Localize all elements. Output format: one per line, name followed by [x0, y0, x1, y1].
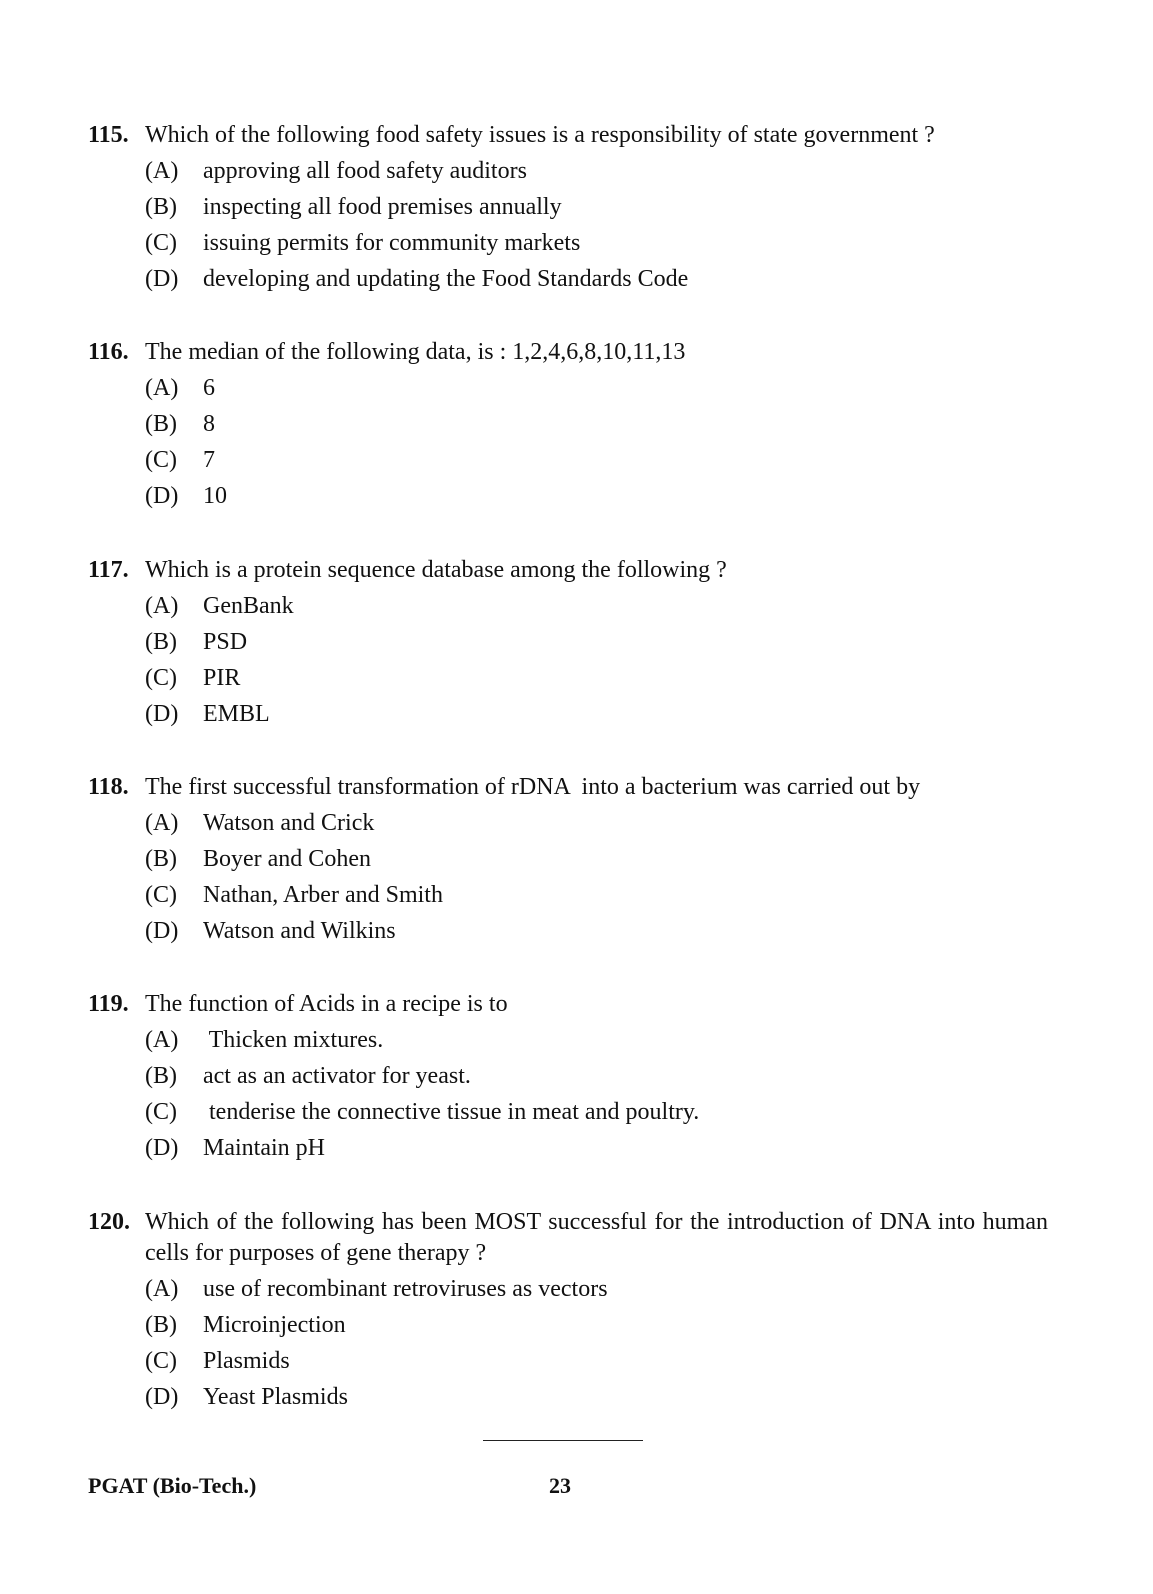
question-text: The function of Acids in a recipe is to	[145, 991, 508, 1017]
option-label: (C)	[145, 665, 177, 691]
option-text: EMBL	[203, 701, 270, 727]
option-text: inspecting all food premises annually	[203, 194, 562, 220]
option-label: (D)	[145, 266, 179, 292]
question-115	[88, 120, 1048, 300]
option-c	[145, 1097, 1048, 1133]
option-label: (C)	[145, 1348, 177, 1374]
question-text: The first successful transformation of rDNA into a bacterium was carried out by	[145, 774, 921, 800]
question-number: 117.	[88, 557, 129, 583]
option-d	[145, 1382, 1048, 1418]
option-a	[145, 808, 1048, 844]
option-d	[145, 481, 1048, 517]
option-d	[145, 1133, 1048, 1169]
option-label: (A)	[145, 375, 179, 401]
page-number: 23	[549, 1473, 571, 1498]
paper-code: PGAT (Bio-Tech.)	[88, 1473, 257, 1498]
option-label: (B)	[145, 629, 177, 655]
question-number: 119.	[88, 991, 129, 1017]
option-b	[145, 1061, 1048, 1097]
option-text: 7	[203, 447, 215, 473]
option-text: 8	[203, 411, 215, 437]
option-text: Nathan, Arber and Smith	[203, 882, 443, 908]
option-a	[145, 373, 1048, 409]
option-text: issuing permits for community markets	[203, 230, 581, 256]
question-118	[88, 772, 1048, 952]
question-text: Which is a protein sequence database among the following ?	[145, 557, 727, 583]
option-label: (C)	[145, 447, 177, 473]
option-list	[88, 591, 1048, 735]
option-text: developing and updating the Food Standards Code	[203, 266, 689, 292]
option-text: 10	[203, 483, 227, 509]
question-number: 116.	[88, 339, 129, 365]
option-label: (B)	[145, 1312, 177, 1338]
option-text: Boyer and Cohen	[203, 846, 371, 872]
option-a	[145, 1025, 1048, 1061]
option-a	[145, 156, 1048, 192]
option-label: (A)	[145, 158, 179, 184]
option-text: Microinjection	[203, 1312, 346, 1338]
option-text: GenBank	[203, 593, 294, 619]
question-120	[88, 1207, 1048, 1418]
option-list	[88, 1025, 1048, 1169]
option-c	[145, 1346, 1048, 1382]
option-label: (D)	[145, 483, 179, 509]
option-text: Maintain pH	[203, 1135, 325, 1161]
question-119	[88, 989, 1048, 1169]
option-list	[88, 373, 1048, 517]
option-label: (B)	[145, 411, 177, 437]
option-label: (A)	[145, 1276, 179, 1302]
option-label: (D)	[145, 701, 179, 727]
option-text: Thicken mixtures.	[203, 1027, 384, 1053]
option-d	[145, 264, 1048, 300]
option-label: (B)	[145, 1063, 177, 1089]
option-text: Watson and Wilkins	[203, 918, 396, 944]
option-b	[145, 192, 1048, 228]
option-text: PIR	[203, 665, 241, 691]
question-text: The median of the following data, is : 1,2,4,6,8,10,11,13	[145, 339, 686, 365]
option-text: approving all food safety auditors	[203, 158, 527, 184]
option-d	[145, 916, 1048, 952]
option-list	[88, 1274, 1048, 1418]
option-c	[145, 663, 1048, 699]
option-c	[145, 228, 1048, 264]
question-text: Which of the following has been MOST successful for the introduction of DNA into human cells for purposes of gene therapy ?	[145, 1209, 1048, 1266]
option-label: (C)	[145, 882, 177, 908]
option-label: (C)	[145, 230, 177, 256]
question-number: 115.	[88, 122, 129, 148]
option-label: (D)	[145, 1384, 179, 1410]
option-c	[145, 880, 1048, 916]
question-text: Which of the following food safety issues is a responsibility of state government ?	[145, 122, 935, 148]
option-text: Yeast Plasmids	[203, 1384, 348, 1410]
option-label: (A)	[145, 1027, 179, 1053]
option-list	[88, 156, 1048, 300]
option-label: (A)	[145, 593, 179, 619]
option-label: (D)	[145, 918, 179, 944]
option-c	[145, 445, 1048, 481]
question-number: 118.	[88, 774, 129, 800]
end-divider	[483, 1440, 643, 1441]
question-116	[88, 337, 1048, 517]
option-text: tenderise the connective tissue in meat and poultry.	[203, 1099, 700, 1125]
option-b	[145, 627, 1048, 663]
option-text: PSD	[203, 629, 248, 655]
option-a	[145, 591, 1048, 627]
option-label: (B)	[145, 194, 177, 220]
option-list	[88, 808, 1048, 952]
option-text: 6	[203, 375, 215, 401]
option-text: Watson and Crick	[203, 810, 375, 836]
option-text: Plasmids	[203, 1348, 290, 1374]
option-label: (D)	[145, 1135, 179, 1161]
option-text: use of recombinant retroviruses as vectors	[203, 1276, 608, 1302]
question-117	[88, 555, 1048, 735]
option-text: act as an activator for yeast.	[203, 1063, 471, 1089]
option-label: (C)	[145, 1099, 177, 1125]
option-label: (A)	[145, 810, 179, 836]
option-b	[145, 1310, 1048, 1346]
option-b	[145, 409, 1048, 445]
option-label: (B)	[145, 846, 177, 872]
option-d	[145, 699, 1048, 735]
option-b	[145, 844, 1048, 880]
option-a	[145, 1274, 1048, 1310]
question-number: 120.	[88, 1209, 130, 1235]
